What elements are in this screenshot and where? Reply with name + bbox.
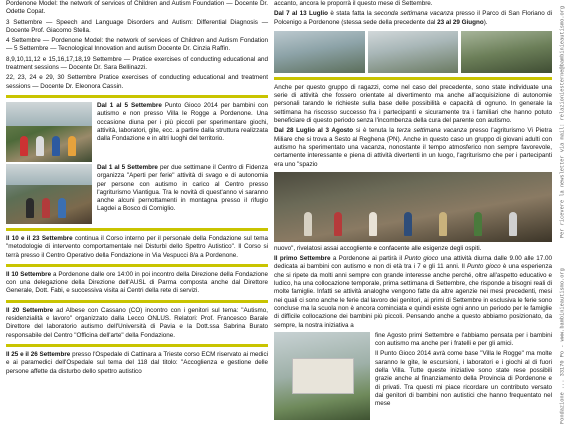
event-aperti-per-ferie	[6, 164, 268, 224]
photo-mountain-group	[6, 164, 92, 224]
divider	[6, 300, 268, 303]
paragraph-meeting: Il 10 Settembre a Pordenone dalle ore 14:00 in poi incontro della Direzione della Fondazione con una delegazione della Direzione dell'AUSL di Parma composta anche dal Direttore Generale, Dott. Fabi, e successiva visita ai Centri della rete di servizi.	[6, 270, 268, 295]
paragraph-albese: Il 20 Settembre ad Albese con Cassano (CO) incontro con i genitori sul tema: "Autismo, residenzialità e lavoro" organizzato dalla Lecco ONLUS. Relatori: Prof. Francesco Barale Direttore del laboratorio autismo dell'Università di Pavia e la Dott.ssa Sabrina Burato responsabile del Centro "Officina dell'arte" della Fondazione.	[6, 306, 268, 339]
course-line-4: 8,9,10,11,12 e 15,16,17,18,19 Settembre — Pratice exercises of conducting educational and treatment sessions — Docente Dr. Sara Bellinazzi.	[6, 55, 268, 72]
top-text: accanto, ancora le proporrà il questo mese di Settembre. Dal 7 al 13 Luglio è stata fatta la seconda settimana vacanza presso il Parco di San Floriano di Polcenigo a Pordenone (stessa sede della precedente dal 23 al 29 Giugno).	[274, 0, 552, 26]
divider	[6, 344, 268, 347]
course-line-3: 4 Settembre — Pordenone Model: the network of services of Children and Autism Fondation — 5 Settembre — Tecnological Innovation and autism Docente Dr. Cinzia Raffin.	[6, 37, 268, 53]
event-punto-gioco	[6, 102, 268, 162]
course-line-5: 22, 23, 24 e 29, 30 Settembre Pratice exercises of conducting educational and treatment sessions — Docente Dr. Eleonora Cassin.	[6, 74, 268, 90]
course-line-1: Pordenone Model: the network of services of Children and Autism Foundation — Docente Dr. Odette Copat.	[6, 0, 268, 16]
top-row	[274, 0, 552, 29]
photo-dinner-group	[274, 172, 552, 242]
divider	[274, 77, 552, 80]
event-text: Dal 1 al 5 Settembre per due settimane il Centro di Fidenza organizza "Aperti per ferie" attività di svago e di autonomia per persone con autismo in carico al Centro presso l'agriturismo Viantigua. Tra le novità di quest'anno vi saranno anche alcuni pernottamenti in montagna presso il rifugio Lagdei a Bosco di Corniglio.	[97, 163, 268, 213]
paragraph-july: Dal 7 al 13 Luglio è stata fatta la seconda settimana vacanza presso il Parco di San Floriano di Polcenigo a Pordenone (stessa sede della precedente dal 23 al 29 Giugno).	[274, 10, 552, 26]
divider	[6, 264, 268, 267]
photo-garden	[461, 31, 552, 73]
paragraph-trieste: Il 25 e il 26 Settembre presso l'Ospedale di Cattinara a Trieste corso ECM riservato ai medici e ai paramedici dell'Ospedale sul tema del 118 dal titolo: "Accoglienza e gestione delle persone affette da disturbo dello spettro autistico	[6, 350, 268, 375]
divider	[6, 228, 268, 231]
photo-strip	[274, 31, 552, 73]
caption-continuation: nuovo", rivelatosi assai accogliente e confacente alle esigenze degli ospiti.	[274, 244, 482, 252]
photo-house	[368, 31, 459, 73]
bottom-text: fine Agosto primi Settembre e l'abbiamo pensata per i bambini con autismo ma anche per i fratelli e per gli amici. Il Punto Gioco 2014 avrà come base "Villa le Rogge" ma molte saranno le gite, le escursioni, i laboratori e i giochi al di fuori della Villa. Tutte queste iniziative sono state rese possibili grazie anche al finanziamento della Provincia di Pordenone e di privati. Tra questi mi piace ricordare un contributo versato dai genitori di bambini non autistici che hanno frequentato nel mese	[375, 331, 552, 408]
divider	[6, 95, 268, 98]
vertical-footer: Fondazione ... 33170 Po - www.bambinieautismo.org Per ricevere la newsletter via mail: relazioniesterne@bambinieautismo.org	[559, 6, 566, 424]
course-line-2: 3 Settembre — Speech and Language Disorders and Autism: Differential Diagnosis — Docente Prof. Giacomo Stella.	[6, 18, 268, 34]
paragraph-activities: Anche per questo gruppo di ragazzi, come nel caso del precedente, sono state individuate una serie di attività che fossero orientate al divertimento ma anche all'acquisizione di autonomie personali tarando le richieste sulla base delle possibilità e capacità di ognuno. In generale la settimana ha riscosso successo fra i partecipanti e sicuramente tra i familiari che hanno potuto beneficiare di questo periodo senza l'incombenza della cura del parente con autismo.	[274, 83, 552, 125]
photo-lake	[274, 31, 365, 73]
left-column	[6, 0, 268, 378]
photo-children-walk	[6, 102, 92, 162]
paragraph-september: Il primo Settembre a Pordenone ai partirà il Punto gioco una attività diurna dalle 9.00 alle 17.00 dedicata ai bambini con autismo e non di età tra i 7 e gli 11 anni. Il Punto gioco è una esperienza che si ripete da molti anni sempre con grande interesse anche perché, oltre all'aspetto educativo e ludico, ha una collocazione temporale, prima settimana di Settembre, che risponde a bisogni reali di molte famiglie. Infatti se attività analoghe vengono fatte da altre agenzie nei mesi precedenti, mesi nei quali ci sono anche le ferie dal lavoro dei genitori, ai primi di Settembre in esclusiva le ferie sono concluse ma la scuola non è ancora cominciata e quindi esiste ogni anno un periodo per le famiglie di difficile collocazione dei bambini più piccoli. Pensando anche a questo abbiamo posizionato, da sempre, la nostra iniziativa a	[274, 255, 552, 329]
paragraph-course: Il 10 e il 23 Settembre continua il Corso interno per il personale della Fondazione sul tema "metodologie di intervento comportamentale nei Disturbi dello Spettro Autistico". Il Corso si terrà presso il Centro Operativo della Fondazione in Via Vespucci 8/a a Pordenone.	[6, 234, 268, 259]
paragraph-august: Dal 28 Luglio al 3 Agosto si è tenuta la terza settimana vacanza presso l'agriturismo Vi Pietra Miliare che si trova a Sesto al Reghena (PN). Anche in questo caso un gruppo di giovani adulti con autismo ha sperimentato una vacanza, nonostante il tempo atmosferico non sempre favorevole, certamente interessante e piena di attività divertenti in un luogo, l'agriturismo che per i partecipanti era uno "spazio	[274, 127, 552, 168]
right-column	[274, 0, 552, 420]
bottom-row	[274, 332, 552, 420]
photo-villa	[274, 332, 370, 420]
event-text: Dal 1 al 5 Settembre Punto Gioco 2014 per bambini con autismo e non presso Villa le Rogge a Pordenone. Una occasione diuna per i più piccoli per sperimentare giochi, attività, laboratori, gite, ecc. a partire dalla struttura realizzata dalla Fondazione e in altri luoghi del territorio.	[97, 101, 268, 143]
